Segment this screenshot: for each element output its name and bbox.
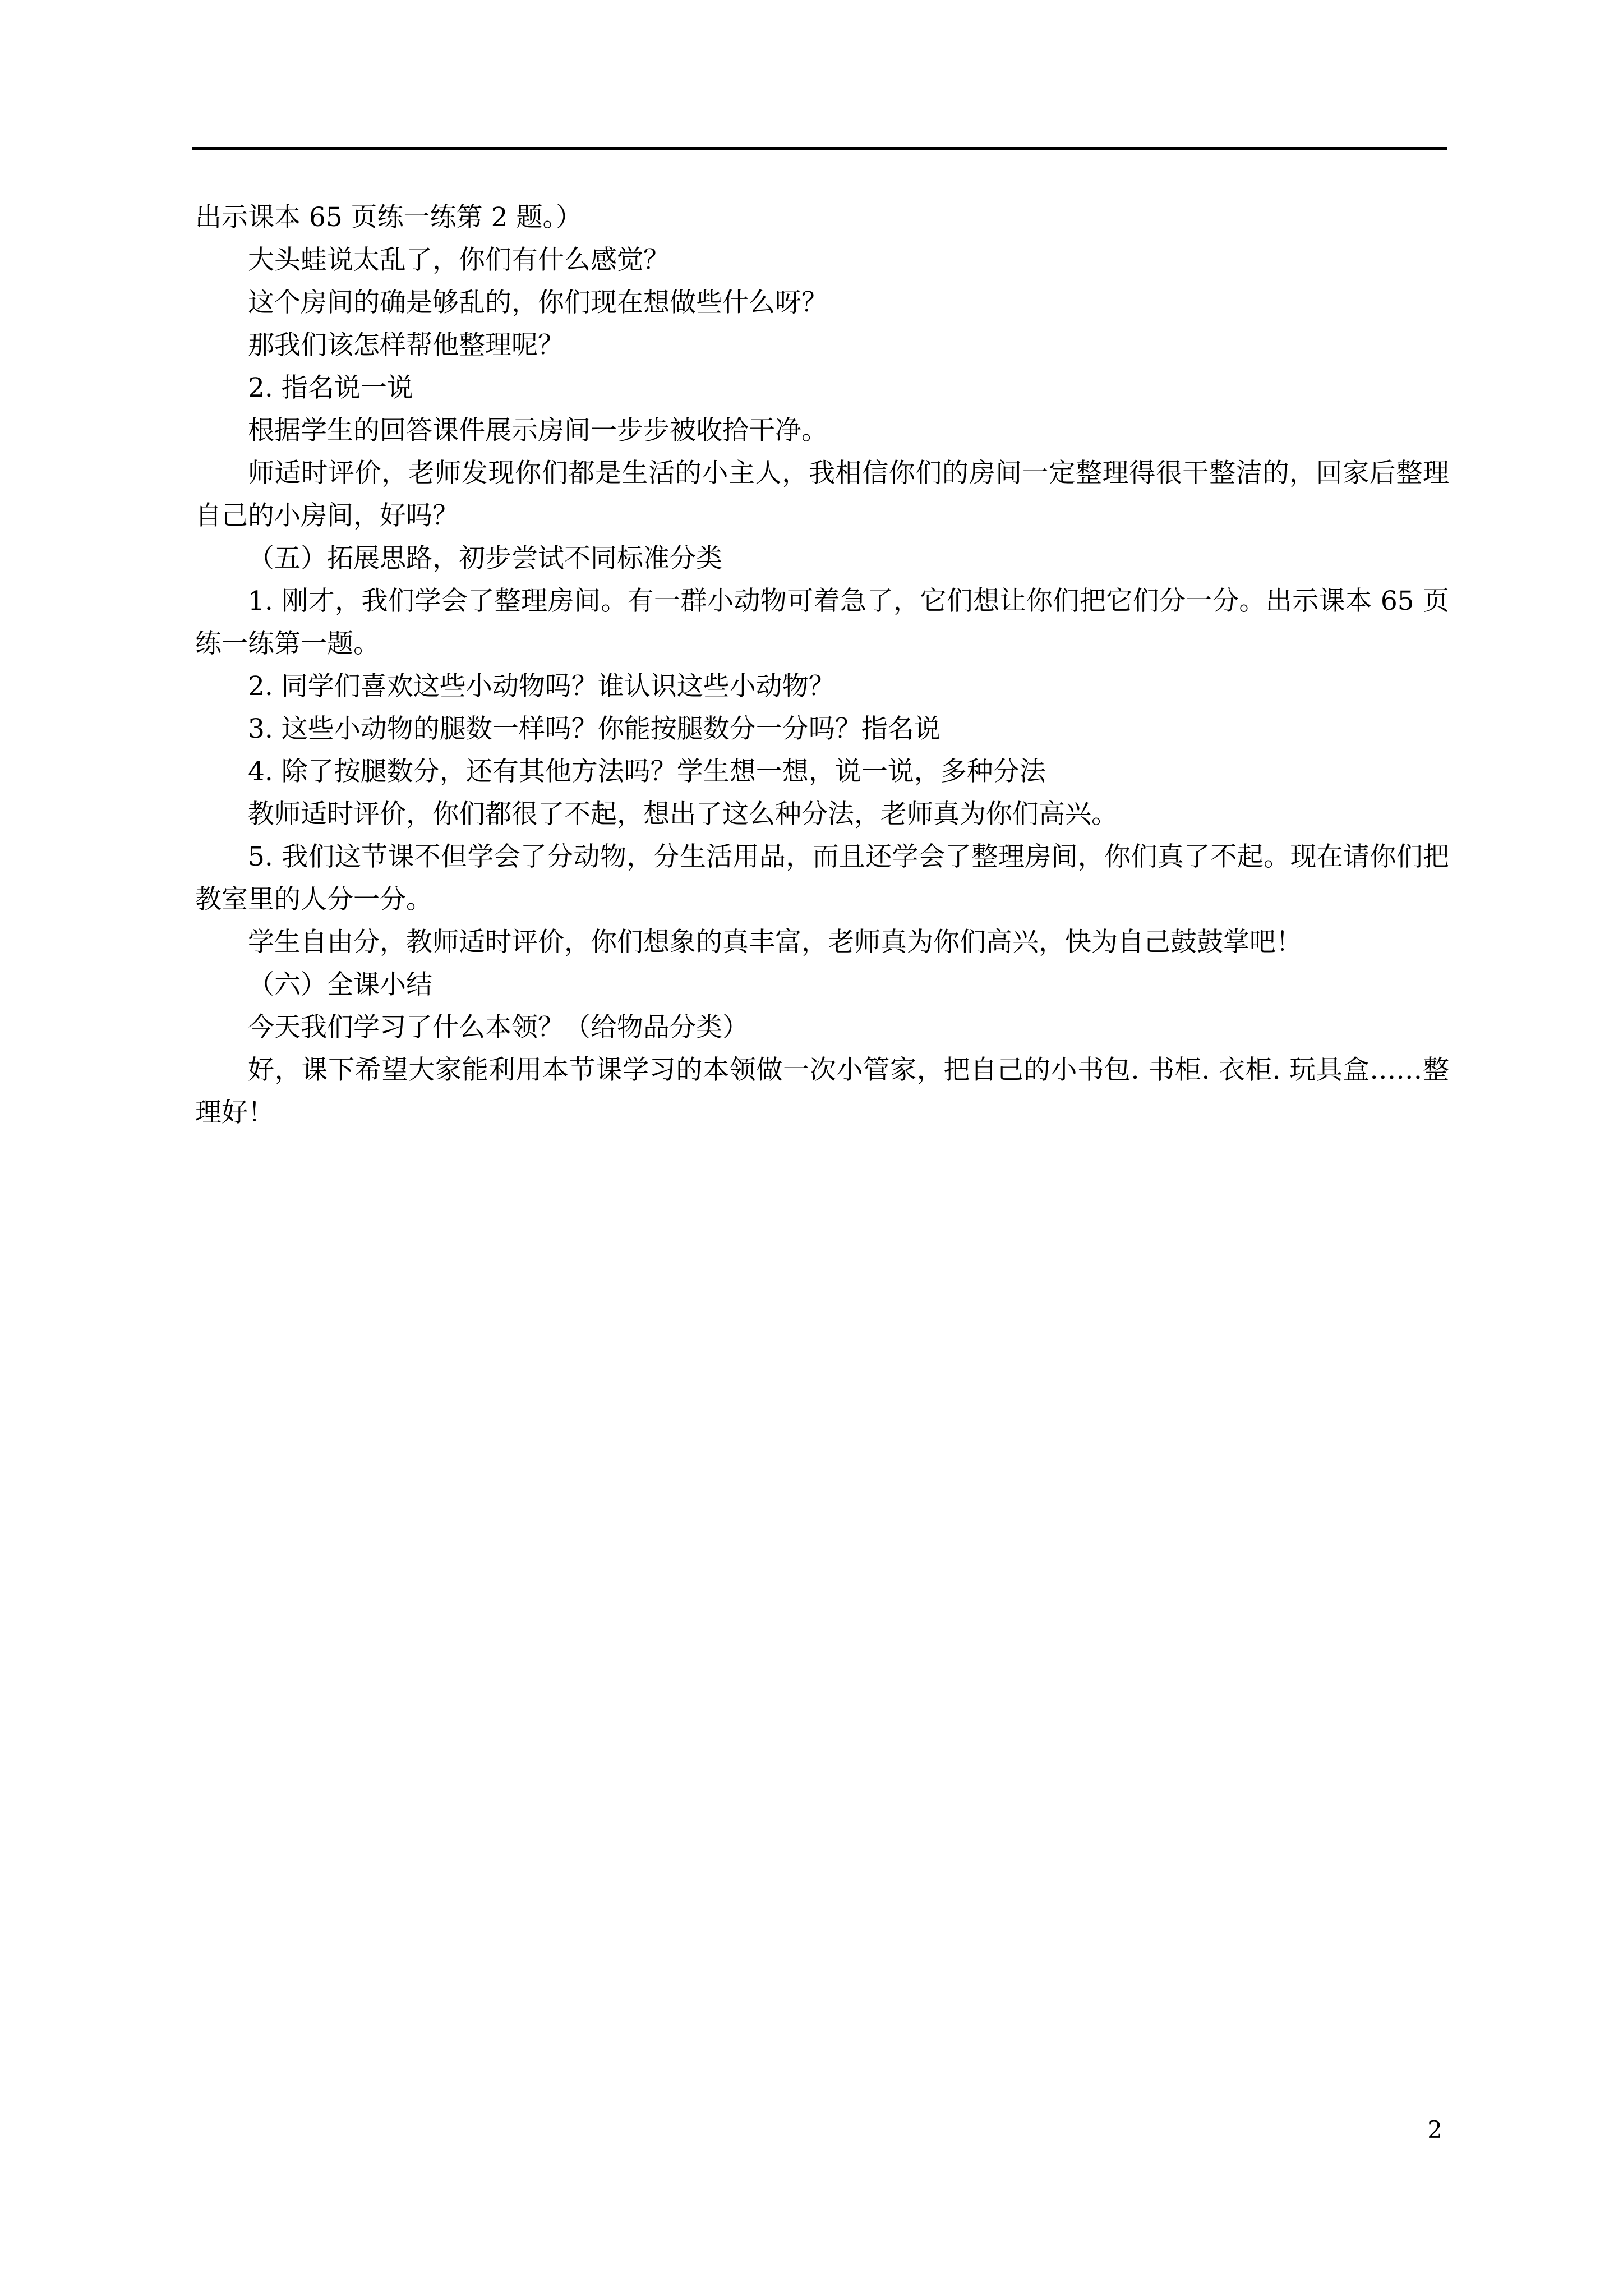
paragraph: 今天我们学习了什么本领？（给物品分类） bbox=[248, 1012, 749, 1043]
paragraph: 2. 指名说一说 bbox=[248, 372, 413, 403]
paragraph: 根据学生的回答课件展示房间一步步被收拾干净。 bbox=[248, 415, 828, 446]
paragraph: 师适时评价，老师发现你们都是生活的小主人，我相信你们的房间一定整理得很干整洁的，回家后整理自己的小房间，好吗？ bbox=[195, 458, 1449, 531]
paragraph: 1. 刚才，我们学会了整理房间。有一群小动物可着急了，它们想让你们把它们分一分。出示课本 65 页练一练第一题。 bbox=[195, 586, 1449, 659]
paragraph: 这个房间的确是够乱的，你们现在想做些什么呀？ bbox=[248, 287, 828, 318]
paragraph: 4. 除了按腿数分，还有其他方法吗？学生想一想，说一说，多种分法 bbox=[248, 756, 1046, 787]
header-rule bbox=[192, 147, 1447, 150]
paragraph: 2. 同学们喜欢这些小动物吗？谁认识这些小动物？ bbox=[248, 671, 835, 702]
document-body bbox=[195, 196, 1449, 1134]
paragraph: 3. 这些小动物的腿数一样吗？你能按腿数分一分吗？指名说 bbox=[248, 714, 940, 744]
paragraph: 5. 我们这节课不但学会了分动物，分生活用品，而且还学会了整理房间，你们真了不起。现在请你们把教室里的人分一分。 bbox=[195, 841, 1449, 915]
paragraph: 那我们该怎样帮他整理呢？ bbox=[248, 330, 564, 361]
paragraph: 好，课下希望大家能利用本节课学习的本领做一次小管家，把自己的小书包. 书柜. 衣柜. 玩具盒……整理好！ bbox=[195, 1055, 1449, 1128]
section-heading: （五）拓展思路，初步尝试不同标准分类 bbox=[248, 543, 722, 574]
paragraph: 大头蛙说太乱了，你们有什么感觉？ bbox=[248, 245, 670, 275]
section-heading: （六）全课小结 bbox=[248, 969, 432, 1000]
paragraph: 教师适时评价，你们都很了不起，想出了这么种分法，老师真为你们高兴。 bbox=[248, 799, 1118, 830]
page-number: 2 bbox=[1427, 2116, 1442, 2143]
paragraph: 学生自由分，教师适时评价，你们想象的真丰富，老师真为你们高兴，快为自己鼓鼓掌吧！ bbox=[248, 927, 1302, 958]
paragraph: 出示课本 65 页练一练第 2 题。） bbox=[195, 202, 582, 233]
